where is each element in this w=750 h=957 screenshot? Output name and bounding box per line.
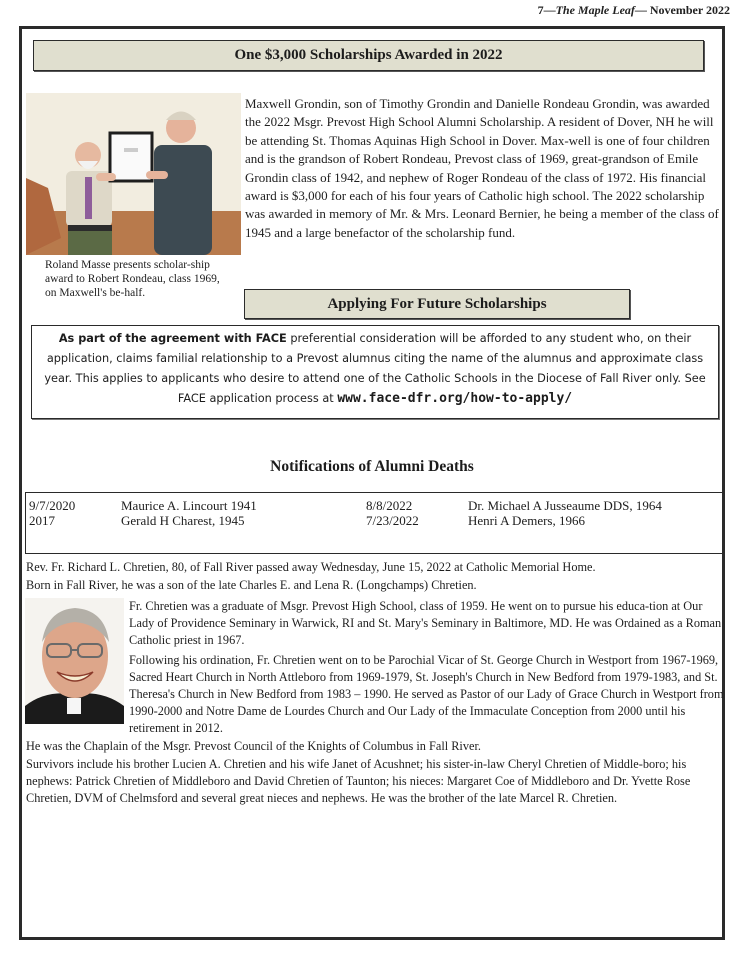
death-date: 9/7/2020 — [29, 498, 76, 513]
alumni-deaths-title: Notifications of Alumni Deaths — [270, 458, 474, 475]
obituary-lead-line-1: Rev. Fr. Richard L. Chretien, 80, of Fall River passed away Wednesday, June 15, 2022 at Catholic Memorial Home. — [26, 560, 596, 574]
publication-name: The Maple Leaf — [555, 3, 635, 17]
scholarship-banner: One $3,000 Scholarships Awarded in 2022 — [33, 40, 704, 71]
face-agreement-lead: As part of the agreement with FACE — [58, 332, 287, 345]
alumni-deaths-list — [25, 492, 725, 554]
scholarship-photo — [26, 93, 241, 255]
future-scholarships-banner: Applying For Future Scholarships — [244, 289, 630, 319]
obituary-career-paragraph: Following his ordination, Fr. Chretien went on to be Parochial Vicar of St. George Church in Westport from 1967-1969, Sacred Heart Church in North Attleboro from 1969-1979, St. Joseph's Church in New Bedford from 1979-1983, and St. Theresa's Church in New Bedford from 1983 – 1990. He served as Pastor of our Lady of Grace Church in Westport from 1990-2000 and Notre Dame de Lourdes Church and Our Lady of the Immaculate Conception from 2000 until his retirement in 2012. — [129, 653, 724, 735]
face-agreement-text: preferential consideration will be afforded to any student who, on their application, claims familial relationship to a Prevost alumnus citing the name of the alumnus and approximate class year. This applies to applicants who desire to attend one of the Catholic Schools in the Diocese of Fall River only. See FACE application process at — [44, 332, 706, 405]
running-head: 7—The Maple Leaf— November 2022 — [537, 3, 730, 17]
scholarship-article-body: Maxwell Grondin, son of Timothy Grondin and Danielle Rondeau Grondin, was awarded the 2022 Msgr. Prevost High School Alumni Scholarship. A resident of Dover, NH he will be attending St. Thomas Aquinas High School in Dover. Max-well is one of four children and is the grandson of Robert Rondeau, Prevost class of 1969, great-grandson of Emile Grondin class of 1942, and nephew of Roger Rondeau of the class of 1972. His financial award is $3,000 for each of his four years of Catholic high school. The 2022 scholarship was awarded in memory of Mr. & Mrs. Leonard Bernier, he being a member of the class of 1945 and a large benefactor of the scholarship fund. — [245, 96, 719, 240]
obituary-education-paragraph: Fr. Chretien was a graduate of Msgr. Prevost High School, class of 1959. He went on to pursue his educa-tion at Our Lady of Providence Seminary in Warwick, RI and St. Mary's Seminary in Baltimore, MD. He was Ordained as a Roman Catholic priest in 1967. — [129, 599, 722, 647]
death-name: Dr. Michael A Jusseaume DDS, 1964 — [468, 498, 662, 513]
issue-date: November 2022 — [649, 3, 730, 17]
obituary-lead-line-2: Born in Fall River, he was a son of the late Charles E. and Lena R. (Longchamps) Chretien. — [26, 578, 477, 592]
obituary-portrait-image — [25, 598, 124, 724]
death-name: Henri A Demers, 1966 — [468, 513, 585, 528]
death-date: 8/8/2022 — [366, 498, 413, 513]
face-apply-link[interactable]: www.face-dfr.org/how-to-apply/ — [337, 391, 573, 406]
scholarship-photo-image — [26, 93, 241, 255]
obituary-portrait — [25, 598, 124, 724]
face-agreement-box — [31, 325, 719, 419]
death-date: 7/23/2022 — [366, 513, 419, 528]
death-name: Maurice A. Lincourt 1941 — [121, 498, 257, 513]
page-number: 7 — [537, 3, 544, 17]
scholarship-photo-caption: Roland Masse presents scholar-ship award to Robert Rondeau, class 1969, on Maxwell's be-half. — [45, 259, 220, 299]
obituary-chaplain-paragraph: He was the Chaplain of the Msgr. Prevost Council of the Knights of Columbus in Fall River. — [26, 739, 481, 753]
obituary-survivors-paragraph: Survivors include his brother Lucien A. Chretien and his wife Janet of Acushnet; his sister-in-law Cheryl Chretien of Middle-boro; his nephews: Patrick Chretien of Middleboro and David Chretien of Taunton; his nieces: Margaret Coe of Middleboro and Dr. Yvette Rose Chretien, DVM of Chelmsford and several great nieces and nephews. He was the brother of the late Marcel R. Chretien. — [26, 757, 691, 805]
death-date: 2017 — [29, 513, 55, 528]
death-name: Gerald H Charest, 1945 — [121, 513, 245, 528]
